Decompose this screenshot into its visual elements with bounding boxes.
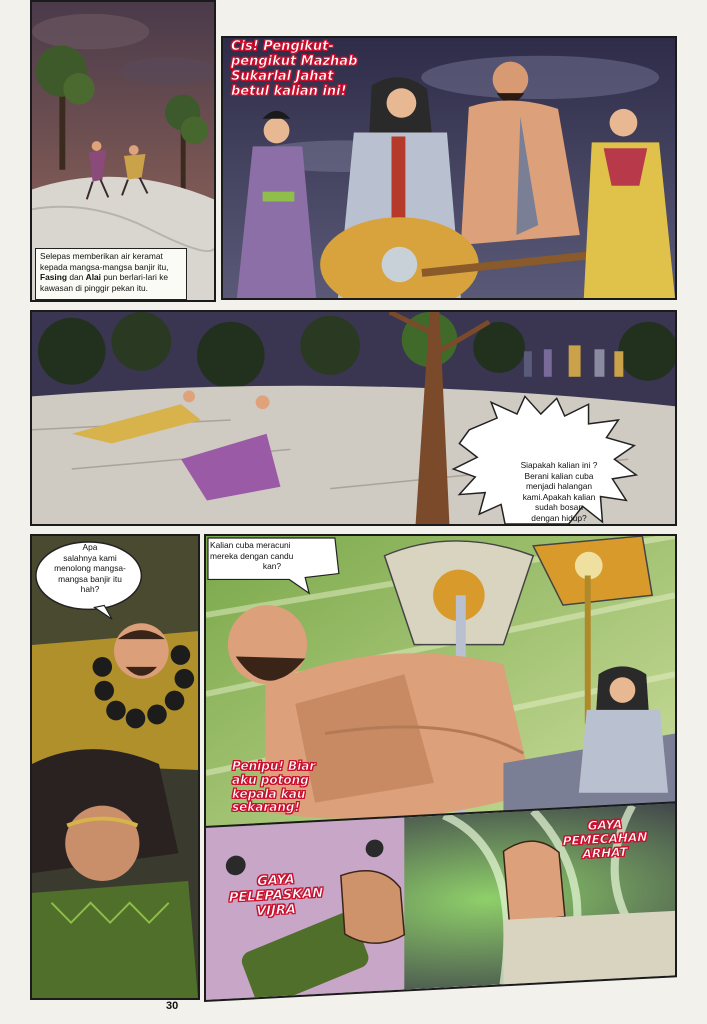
panel-5-shout: Penipu! Biar aku potong kepala kau sekarang! [232,759,316,815]
panel-6-technique-clash [204,801,677,1002]
panel-6-shout-right: GAYA PEMECAHAN ARHAT [562,817,648,861]
panel-3-confrontation [30,310,677,526]
panel-1-runners [30,0,216,302]
panel-1-caption: Selepas memberikan air keramat kepada mangsa-mangsa banjir itu, Fasing dan Alai pun berlari-lari ke kawasan di pinggir pekan itu. [35,248,187,300]
panel-4-illustration [32,536,198,998]
monk-with-prayer-beads [32,623,198,770]
page-number: 30 [166,1000,179,1012]
panel-5-caption: Kalian cuba meracuni mereka dengan candu kan? [210,540,294,571]
panel-4-speech: Apa salahnya kami menolong mangsa- mangsa banjir itu hah? [54,542,126,594]
panel-4-heroes [30,534,200,1000]
panel-2-shout: Cis! Pengikut- pengikut Mazhab Sukarlal Jahat betul kalian ini! [231,39,358,99]
panel-2-villains [221,36,677,300]
panel-3-speech: Siapakah kalian ini ? Berani kalian cuba menjadi halangan kami.Apakah kalian sudah bosan dengan hidup? [520,460,598,523]
panel-6-shout-left: GAYA PELEPASKAN VIJRA [228,872,324,920]
